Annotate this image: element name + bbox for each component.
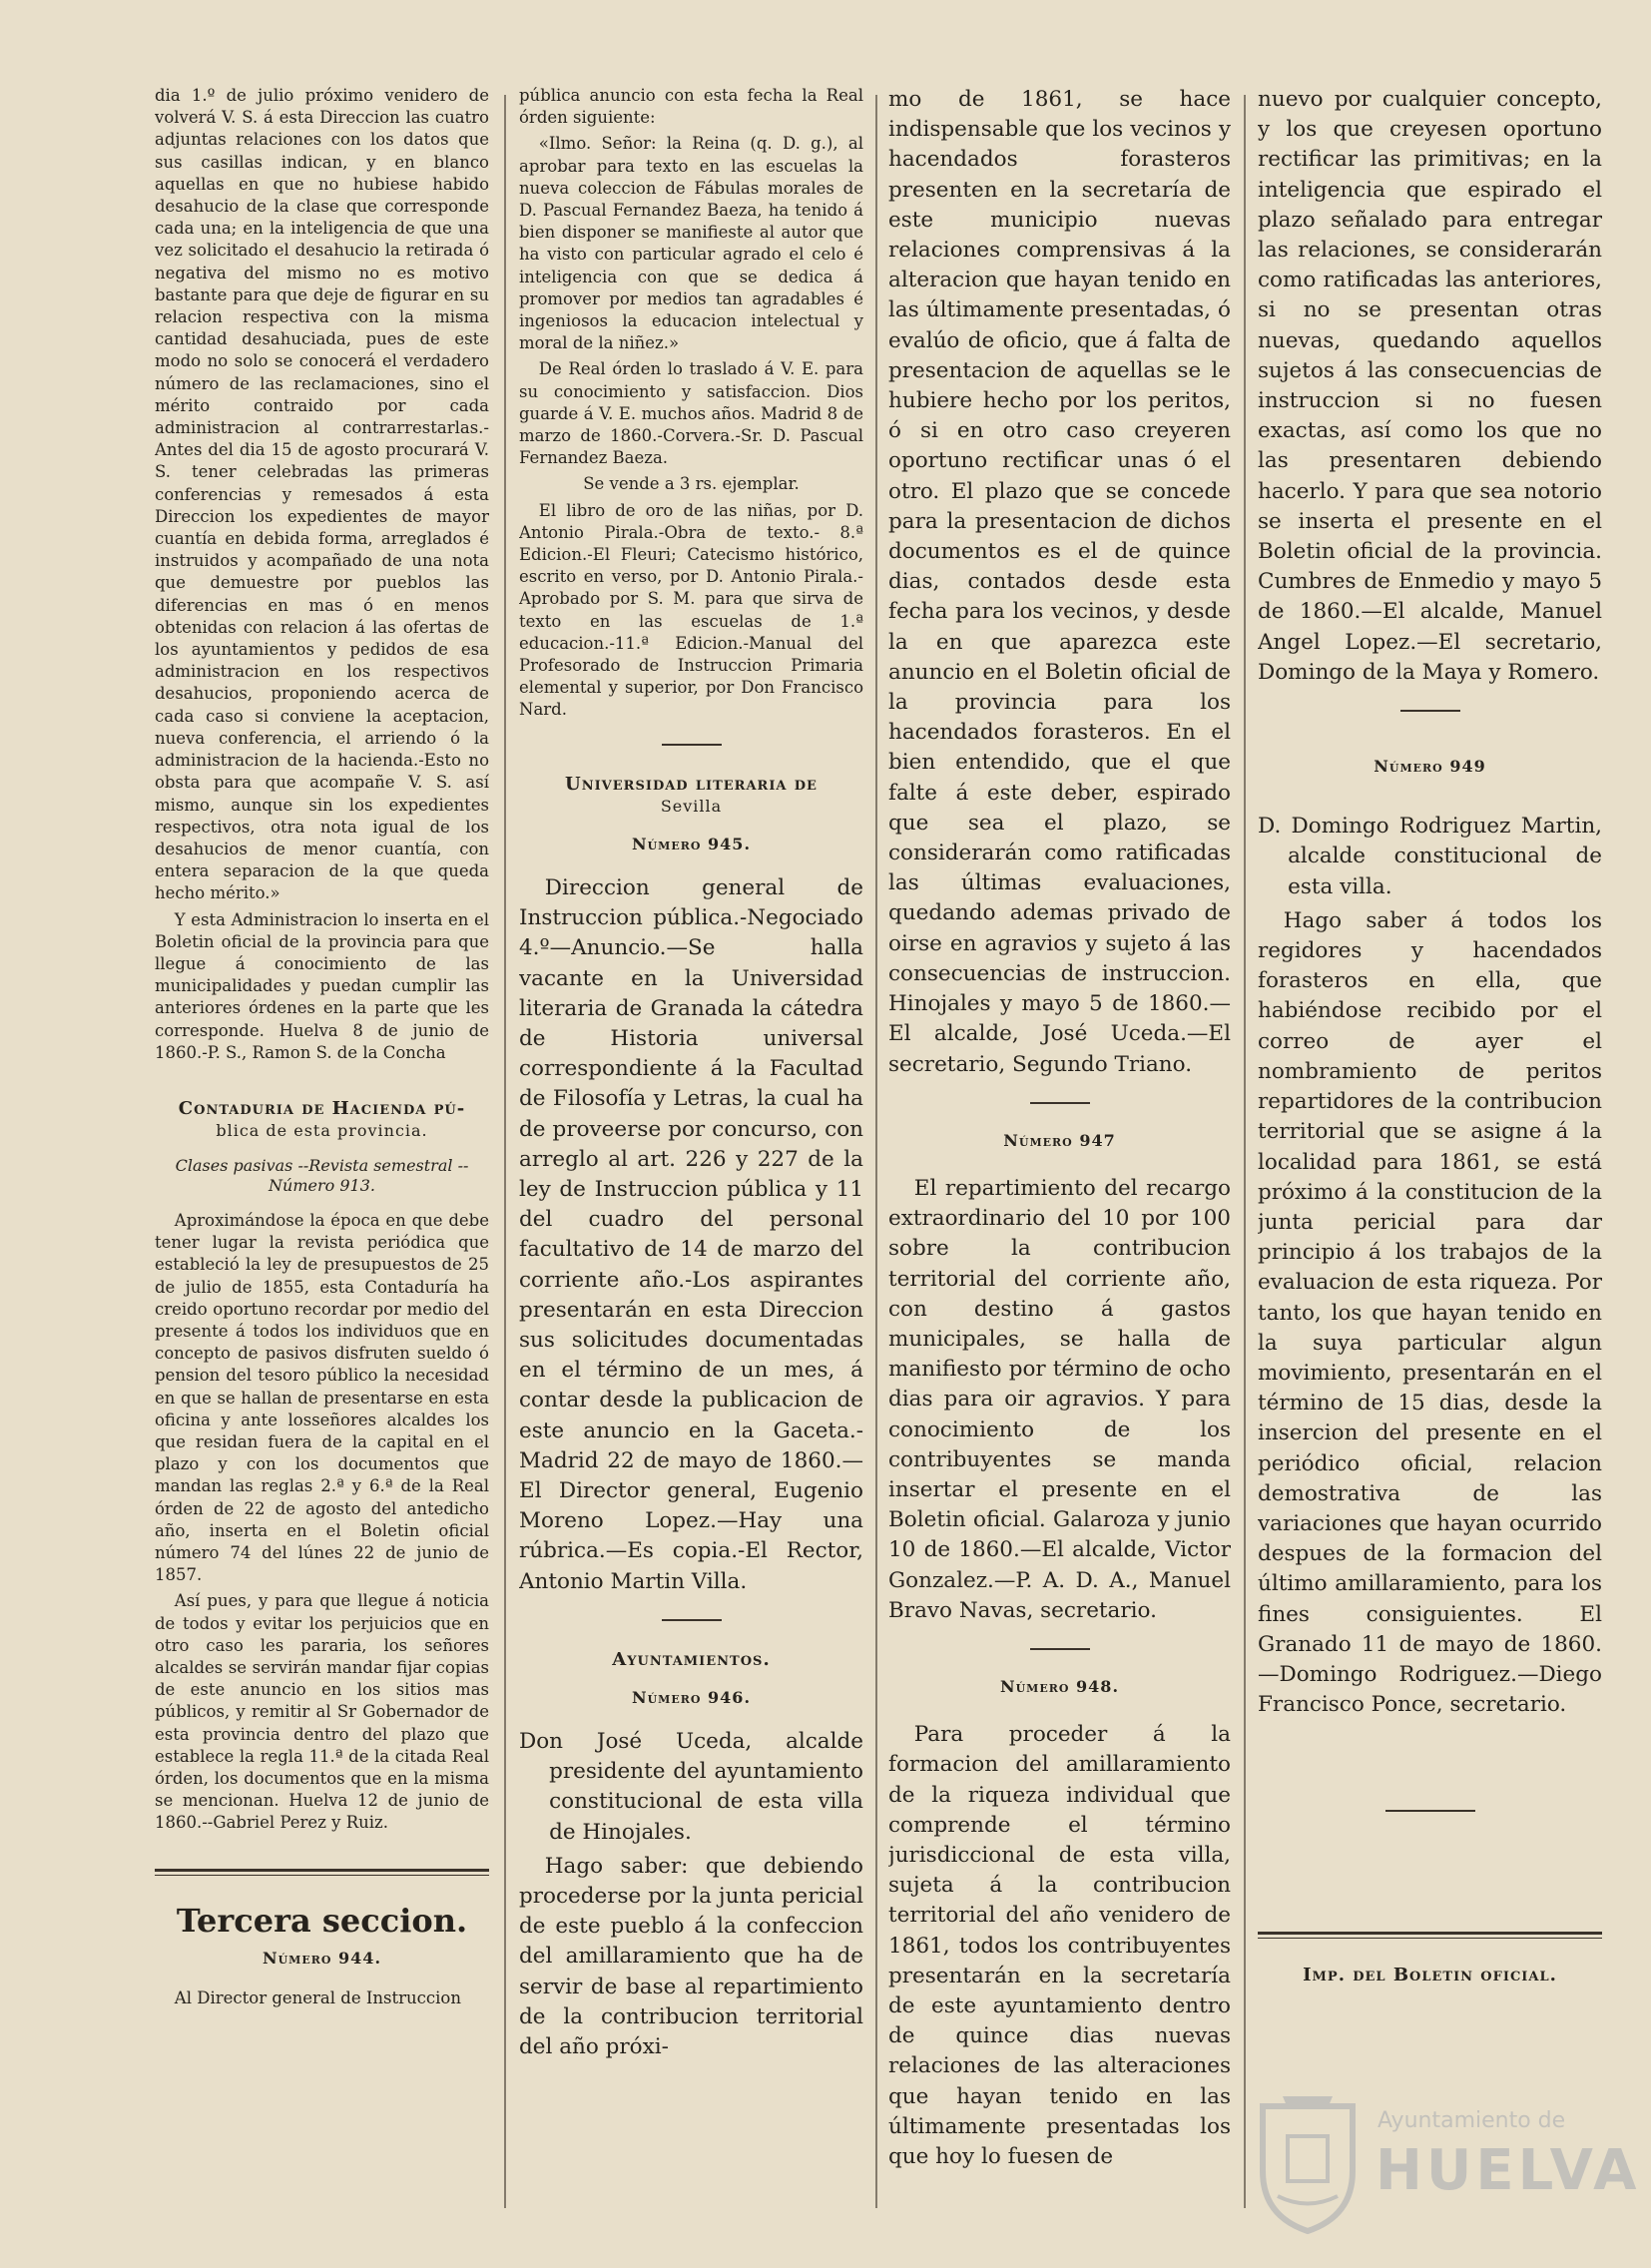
asi-paragraph: Así pues, y para que llegue á noticia de todos y evitar los perjuicios que en otro caso les pararia, los señores alcaldes se servirán mandar fijar copias de este anuncio en los sitios mas públicos, y remitir al Sr Gobernador de esta provincia dentro del plazo que establece la regla 11.ª de la citada Real órden, los documentos que en la misma se mencionan. Huelva 12 de junio de 1860.--Gabriel Perez y Ruiz.: [155, 1591, 489, 1833]
short-divider-5: [1400, 710, 1460, 712]
universidad-text: Direccion general de Instruccion pública.-Negociado 4.º—Anuncio.—Se halla vacante en la Universidad literaria de Granada la cátedra de Historia universal correspondiente á la Facultad de Filosofía y Letras, la cual ha de proveerse por concurso, con arreglo al art. 226 y 227 de la ley de Instruccion pública y 11 del cuadro del personal facultativo de 14 de marzo del corriente año.-Los aspirantes presentarán en esta Direccion sus solicitudes documentadas en el término de un mes, á contar desde la publicacion de este anuncio en la Gaceta.-Madrid 22 de mayo de 1860.—El Director general, Eugenio Moreno Lopez.—Hay una rúbrica.—Es copia.-El Rector, Antonio Martin Villa.: [519, 874, 863, 1594]
short-divider-4: [1030, 1648, 1090, 1650]
para-proceder-text: Para proceder á la formacion del amillaramiento de la riqueza individual que comprende el término jurisdiccional de esta villa, sujeta á la contribucion territorial del año venidero de 1861, todos los contribuyentes presentarán en la secretaría de este ayuntamiento dentro de quince dias nuevas relaciones de las alteraciones que hayan tenido en las últimamente presentadas los que hoy lo fuesen de: [888, 1722, 1231, 2169]
rodriguez-title: [1258, 812, 1602, 902]
al-director-line: Al Director general de Instruccion: [174, 1988, 461, 2008]
contaduria-heading-text: Contaduria de Hacienda pú-: [178, 1097, 466, 1119]
intro-paragraph: dia 1.º de julio próximo venidero de volverá V. S. á esta Direccion las cuatro adjuntas relaciones con los datos que sus casillas indican, y en blanco aquellas en que no hubiese habido desahucio de la clase que corresponde cada una; en la inteligencia de que una vez solicitado el desahucio la retirada ó negativa del mismo no es motivo bastante para que deje de figurar en su relacion respectiva con la misma cantidad desahuciada, pues de este modo no solo se conocerá el verdadero número de las reclamaciones, sino el mérito contraido por cada administracion al contrarrestarlas.-Antes del dia 15 de agosto procurará V. S. tener celebradas las primeras conferencias y remesados á esta Direccion los expedientes de mayor cuantía en debida forma, arreglados é instruidos y acompañado de una nota que demuestre por pueblos las diferencias en mas ó en menos obtenidas con relacion á las ofertas de los ayuntamientos y pedidos de esa administracion en los respectivos desahucios, proponiendo acerca de cada caso si conviene la aceptacion, nueva conferencia, el arriendo ó la administracion de la hacienda.-Esto no obsta para que acompañe V. S. así mismo, aunque sin los expedientes respectivos, otra nota igual de los desahucios de menor cuantía, con entera separacion de la que queda hecho mérito.»: [155, 86, 489, 903]
clases-pasivas-line2: Número 913.: [269, 1175, 375, 1195]
column-4: [1258, 85, 1602, 2228]
column-1: [155, 85, 489, 2228]
clases-paragraph: Aproximándose la época en que debe tener lugar la revista periódica que estableció la ley de presupuestos de 25 de julio de 1855, esta Contaduría ha creido oportuno recordar por medio del presente á todos los individuos que en concepto de pasivos disfruten sueldo ó pension del tesoro público la necesidad en que se hallan de presentarse en esta oficina y ante losseñores alcaldes los que residan fuera de la capital en el plazo y con los documentos que mandan las reglas 2.ª y 6.ª de la Real órden de 22 de agosto del antedicho año, inserta en el Boletin oficial número 74 del lúnes 22 de junio de 1857.: [155, 1210, 489, 1585]
ayuntamientos-heading: Ayuntamientos.: [612, 1648, 771, 1670]
universidad-subheading: Sevilla: [660, 796, 723, 816]
numero-946: Número 946.: [631, 1687, 752, 1707]
numero-944: Número 944.: [262, 1948, 382, 1968]
real-orden-text: «Ilmo. Señor: la Reina (q. D. g.), al aprobar para texto en las escuelas la nueva coleccion de Fábulas morales de D. Pascual Fernandez Baeza, ha tenido á bien disponer se manifieste al autor que ha visto con particular agrado el celo é inteligencia con que se dedica á promover por medios tan agradables é ingeniosos la educacion intelectual y moral de la niñez.»: [519, 134, 863, 353]
se-vende-line: Se vende a 3 rs. ejemplar.: [583, 474, 800, 494]
column-divider-2: [875, 95, 877, 2208]
rodriguez-title-text: D. Domingo Rodriguez Martin, alcalde constitucional de esta villa.: [1258, 814, 1602, 899]
watermark-line1: Ayuntamiento de: [1377, 2108, 1566, 2133]
numero-945: Número 945.: [631, 834, 752, 853]
repartimiento-text: El repartimiento del recargo extraordinario del 10 por 100 sobre la contribucion territorial del corriente año, con destino á gastos municipales, se halla de manifiesto por término de ocho dias para oir agravios. Y para conocimiento de los contribuyentes se manda insertar el presente en el Boletin oficial. Galaroza y junio 10 de 1860.—El alcalde, Victor Gonzalez.—P. A. D. A., Manuel Bravo Navas, secretario.: [888, 1175, 1231, 1623]
short-divider-6: [1385, 1810, 1475, 1812]
short-divider-2: [662, 1619, 722, 1621]
universidad-heading-text: Universidad literaria de: [565, 773, 818, 795]
continuation-948: nuevo por cualquier concepto, y los que creyesen oportuno rectificar las primitivas; en la inteligencia que espirado el plazo señalado para entregar las relaciones, se considerarán como ratificadas las anteriores, si no se presentan otras nuevas, quedando aquellos sujetos á las consecuencias de instruccion si no fuesen exactas, así como los que no las presentaren debiendo hacerlo. Y para que sea notorio se inserta el presente en el Boletin oficial de la provincia. Cumbres de Enmedio y mayo 5 de 1860.—El alcalde, Manuel Angel Lopez.—El secretario, Domingo de la Maya y Romero.: [1258, 87, 1602, 685]
contaduria-subheading: blica de esta provincia.: [216, 1120, 428, 1140]
column-divider-3: [1244, 95, 1246, 2208]
closing-paragraph: Y esta Administracion lo inserta en el Boletin oficial de la provincia para que llegue á conocimiento de las municipalidades y puedan cumplir las anteriores órdenes en la parte que les corresponde. Huelva 8 de junio de 1860.-P. S., Ramon S. de la Concha: [155, 909, 489, 1062]
uceda-title: [519, 1727, 863, 1848]
section-divider: [155, 1869, 489, 1876]
column-divider-1: [504, 95, 506, 2208]
libro-oro-text: El libro de oro de las niñas, por D. Antonio Pirala.-Obra de texto.- 8.ª Edicion.-El Fleuri; Catecismo histórico, escrito en verso, por D. Antonio Pirala.-Aprobado por S. M. para que sirva de texto en las escuelas de 1.ª educacion.-11.ª Edicion.-Manual del Profesorado de Instruccion Primaria elemental y superior, por Don Francisco Nard.: [519, 500, 863, 720]
coat-of-arms-icon: [1248, 2086, 1368, 2236]
short-divider-3: [1030, 1102, 1090, 1104]
traslado-text: De Real órden lo traslado á V. E. para su conocimiento y satisfaccion. Dios guarde á V. E. muchos años. Madrid 8 de marzo de 1860.-Corvera.-Sr. D. Pascual Fernandez Baeza.: [519, 359, 863, 468]
tercera-seccion-heading: Tercera seccion.: [176, 1901, 468, 1940]
continuation-946: mo de 1861, se hace indispensable que los vecinos y hacendados forasteros presenten en la secretaría de este municipio nuevas relaciones comprensivas á la alteracion que hayan tenido en las últimamente presentadas, ó evalúo de oficio, que á falta de presentacion de aquellas se le hubiere hecho por los peritos, ó si en otro caso creyeren oportuno rectificar unas ó el otro. El plazo que se concede para la presentacion de dichos documentos es el de quince dias, contados desde esta fecha para los vecinos, y desde la en que aparezca este anuncio en el Boletin oficial de la provincia para los hacendados forasteros. En el bien entendido, que el que falte á este deber, espirado que sea el plazo, se considerarán como ratificadas las últimas evaluaciones, quedando ademas privado de oirse en agravios y sujeto á las consecuencias de instruccion. Hinojales y mayo 5 de 1860.—El alcalde, José Uceda.—El secretario, Segundo Triano.: [888, 87, 1231, 1077]
imprenta-divider: [1258, 1932, 1602, 1939]
short-divider: [662, 744, 722, 746]
numero-948: Número 948.: [999, 1676, 1120, 1696]
uceda-title-text: Don José Uceda, alcalde presidente del ayuntamiento constitucional de esta villa de Hinojales.: [519, 1728, 863, 1845]
watermark-line2: HUELVA: [1376, 2138, 1641, 2203]
real-orden-intro: pública anuncio con esta fecha la Real órden siguiente:: [519, 86, 863, 128]
numero-949: Número 949: [1374, 757, 1486, 777]
ayuntamiento-watermark: [1248, 2086, 1641, 2236]
column-3: [888, 85, 1231, 2228]
numero-947: Número 947: [1003, 1130, 1116, 1150]
clases-pasivas-subtitle: [155, 1156, 489, 1196]
contaduria-heading: [155, 1098, 489, 1142]
imprenta-line: Imp. del Boletin oficial.: [1303, 1965, 1557, 1986]
hago-saber-946: Hago saber: que debiendo procederse por la junta pericial de este pueblo á la confeccion del amillaramiento que ha de servir de base al repartimiento de la contribucion territorial del año próxi-: [519, 1853, 863, 2059]
universidad-heading: [519, 774, 863, 818]
column-2: [519, 85, 863, 2228]
clases-pasivas-line1: Clases pasivas --Revista semestral --: [175, 1155, 469, 1175]
hago-saber-949: Hago saber á todos los regidores y hacendados forasteros en ella, que habiéndose recibido por el correo de ayer el nombramiento de peritos repartidores de la contribucion territorial que se asigne á la localidad para 1861, se está próximo á la constitucion de la junta pericial para dar principio á los trabajos de la evaluacion de esta riqueza. Por tanto, los que hayan tenido en la suya particular algun movimiento, presentarán en el término de 15 dias, desde la insercion del presente en el periódico oficial, relacion demostrativa de las variaciones que hayan ocurrido despues de la formacion del último amillaramiento, para los fines consiguientes. El Granado 11 de mayo de 1860.—Domingo Rodriguez.—Diego Francisco Ponce, secretario.: [1258, 907, 1602, 1718]
